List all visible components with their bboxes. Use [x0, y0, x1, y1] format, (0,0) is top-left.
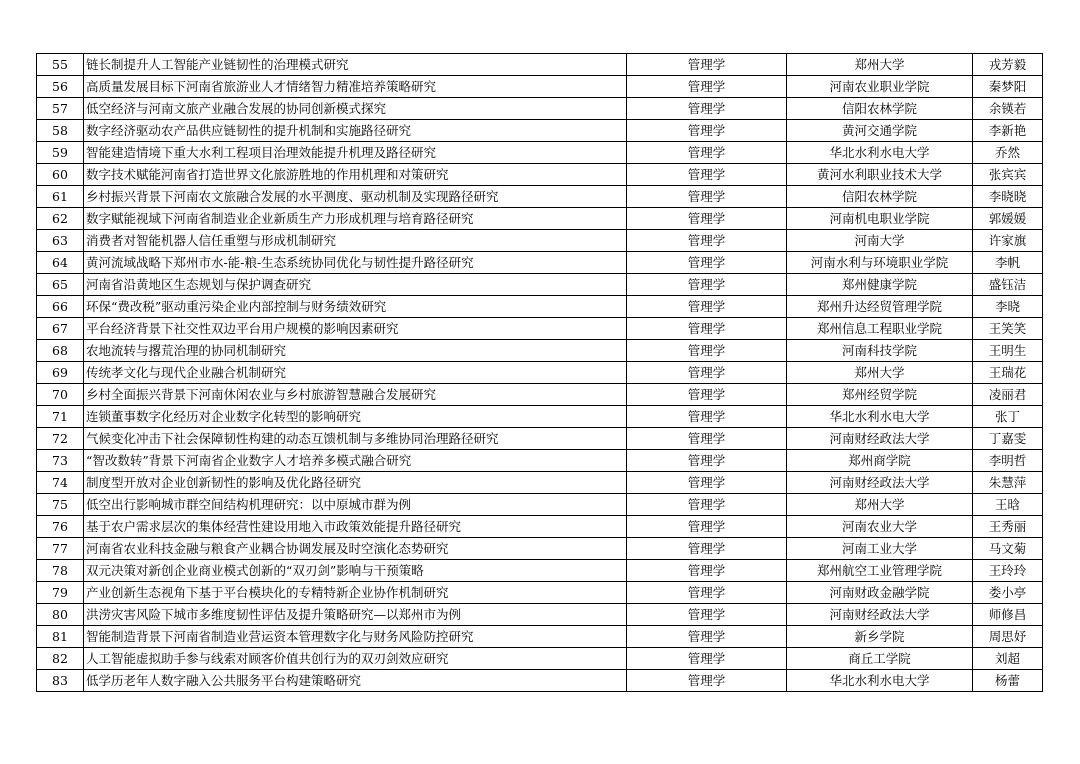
project-title-cell: 数字经济驱动农产品供应链韧性的提升机制和实施路径研究	[84, 120, 627, 142]
row-number-cell: 55	[37, 54, 84, 76]
institution-name-cell: 商丘工学院	[787, 648, 973, 670]
institution-name-cell: 河南大学	[787, 230, 973, 252]
project-title-cell: 人工智能虚拟助手参与线索对顾客价值共创行为的双刃剑效应研究	[84, 648, 627, 670]
principal-investigator-cell: 张宾宾	[973, 164, 1043, 186]
institution-name-cell: 华北水利水电大学	[787, 142, 973, 164]
row-number-cell: 83	[37, 670, 84, 692]
discipline-category-cell: 管理学	[627, 120, 787, 142]
discipline-category-cell: 管理学	[627, 582, 787, 604]
row-number-cell: 62	[37, 208, 84, 230]
discipline-category-cell: 管理学	[627, 472, 787, 494]
row-number-cell: 78	[37, 560, 84, 582]
project-title-cell: 平台经济背景下社交性双边平台用户规模的影响因素研究	[84, 318, 627, 340]
discipline-category-cell: 管理学	[627, 494, 787, 516]
discipline-category-cell: 管理学	[627, 186, 787, 208]
institution-name-cell: 郑州升达经贸管理学院	[787, 296, 973, 318]
principal-investigator-cell: 许家旗	[973, 230, 1043, 252]
row-number-cell: 64	[37, 252, 84, 274]
principal-investigator-cell: 王笑笑	[973, 318, 1043, 340]
table-row	[37, 252, 1043, 274]
institution-name-cell: 河南农业职业学院	[787, 76, 973, 98]
table-row	[37, 230, 1043, 252]
row-number-cell: 70	[37, 384, 84, 406]
principal-investigator-cell: 盛钰洁	[973, 274, 1043, 296]
discipline-category-cell: 管理学	[627, 340, 787, 362]
principal-investigator-cell: 余锳若	[973, 98, 1043, 120]
project-list-table	[36, 53, 1043, 692]
row-number-cell: 63	[37, 230, 84, 252]
principal-investigator-cell: 王瑞花	[973, 362, 1043, 384]
institution-name-cell: 郑州信息工程职业学院	[787, 318, 973, 340]
institution-name-cell: 河南财经政法大学	[787, 472, 973, 494]
project-title-cell: 低学历老年人数字融入公共服务平台构建策略研究	[84, 670, 627, 692]
discipline-category-cell: 管理学	[627, 538, 787, 560]
project-title-cell: 河南省农业科技金融与粮食产业耦合协调发展及时空演化态势研究	[84, 538, 627, 560]
institution-name-cell: 郑州经贸学院	[787, 384, 973, 406]
row-number-cell: 60	[37, 164, 84, 186]
row-number-cell: 66	[37, 296, 84, 318]
table-row	[37, 76, 1043, 98]
project-title-cell: 农地流转与撂荒治理的协同机制研究	[84, 340, 627, 362]
project-title-cell: 低空出行影响城市群空间结构机理研究：以中原城市群为例	[84, 494, 627, 516]
project-title-cell: 传统孝文化与现代企业融合机制研究	[84, 362, 627, 384]
principal-investigator-cell: 王明生	[973, 340, 1043, 362]
discipline-category-cell: 管理学	[627, 164, 787, 186]
institution-name-cell: 黄河水利职业技术大学	[787, 164, 973, 186]
discipline-category-cell: 管理学	[627, 428, 787, 450]
table-row	[37, 406, 1043, 428]
table-row	[37, 54, 1043, 76]
institution-name-cell: 河南农业大学	[787, 516, 973, 538]
row-number-cell: 79	[37, 582, 84, 604]
institution-name-cell: 郑州大学	[787, 494, 973, 516]
table-row	[37, 450, 1043, 472]
principal-investigator-cell: 朱慧萍	[973, 472, 1043, 494]
table-row	[37, 538, 1043, 560]
table-row	[37, 472, 1043, 494]
project-title-cell: 数字技术赋能河南省打造世界文化旅游胜地的作用机理和对策研究	[84, 164, 627, 186]
principal-investigator-cell: 张丁	[973, 406, 1043, 428]
table-row	[37, 208, 1043, 230]
table-row	[37, 120, 1043, 142]
discipline-category-cell: 管理学	[627, 384, 787, 406]
row-number-cell: 71	[37, 406, 84, 428]
project-title-cell: 数字赋能视域下河南省制造业企业新质生产力形成机理与培育路径研究	[84, 208, 627, 230]
institution-name-cell: 新乡学院	[787, 626, 973, 648]
table-row	[37, 142, 1043, 164]
table-row	[37, 626, 1043, 648]
institution-name-cell: 郑州健康学院	[787, 274, 973, 296]
project-title-cell: 智能建造情境下重大水利工程项目治理效能提升机理及路径研究	[84, 142, 627, 164]
institution-name-cell: 郑州航空工业管理学院	[787, 560, 973, 582]
principal-investigator-cell: 娄小亭	[973, 582, 1043, 604]
institution-name-cell: 华北水利水电大学	[787, 406, 973, 428]
table-row	[37, 516, 1043, 538]
project-title-cell: 乡村全面振兴背景下河南休闲农业与乡村旅游智慧融合发展研究	[84, 384, 627, 406]
principal-investigator-cell: 马文菊	[973, 538, 1043, 560]
project-title-cell: 环保“费改税”驱动重污染企业内部控制与财务绩效研究	[84, 296, 627, 318]
row-number-cell: 57	[37, 98, 84, 120]
project-title-cell: 洪涝灾害风险下城市多维度韧性评估及提升策略研究—以郑州市为例	[84, 604, 627, 626]
row-number-cell: 69	[37, 362, 84, 384]
project-title-cell: “智改数转”背景下河南省企业数字人才培养多模式融合研究	[84, 450, 627, 472]
table-row	[37, 186, 1043, 208]
principal-investigator-cell: 秦梦阳	[973, 76, 1043, 98]
project-title-cell: 双元决策对新创企业商业模式创新的“双刃剑”影响与干预策略	[84, 560, 627, 582]
discipline-category-cell: 管理学	[627, 560, 787, 582]
institution-name-cell: 郑州大学	[787, 54, 973, 76]
table-row	[37, 670, 1043, 692]
principal-investigator-cell: 周思妤	[973, 626, 1043, 648]
discipline-category-cell: 管理学	[627, 450, 787, 472]
table-row	[37, 340, 1043, 362]
principal-investigator-cell: 李晓	[973, 296, 1043, 318]
principal-investigator-cell: 杨蕾	[973, 670, 1043, 692]
discipline-category-cell: 管理学	[627, 604, 787, 626]
discipline-category-cell: 管理学	[627, 626, 787, 648]
row-number-cell: 80	[37, 604, 84, 626]
project-title-cell: 河南省沿黄地区生态规划与保护调查研究	[84, 274, 627, 296]
discipline-category-cell: 管理学	[627, 230, 787, 252]
principal-investigator-cell: 李明哲	[973, 450, 1043, 472]
row-number-cell: 59	[37, 142, 84, 164]
row-number-cell: 58	[37, 120, 84, 142]
row-number-cell: 74	[37, 472, 84, 494]
institution-name-cell: 河南机电职业学院	[787, 208, 973, 230]
row-number-cell: 68	[37, 340, 84, 362]
principal-investigator-cell: 师修昌	[973, 604, 1043, 626]
row-number-cell: 73	[37, 450, 84, 472]
project-title-cell: 气候变化冲击下社会保障韧性构建的动态互馈机制与多维协同治理路径研究	[84, 428, 627, 450]
institution-name-cell: 河南科技学院	[787, 340, 973, 362]
discipline-category-cell: 管理学	[627, 142, 787, 164]
discipline-category-cell: 管理学	[627, 54, 787, 76]
table-row	[37, 274, 1043, 296]
principal-investigator-cell: 王玲玲	[973, 560, 1043, 582]
table-body	[37, 54, 1043, 692]
table-row	[37, 384, 1043, 406]
institution-name-cell: 河南工业大学	[787, 538, 973, 560]
principal-investigator-cell: 王秀丽	[973, 516, 1043, 538]
discipline-category-cell: 管理学	[627, 76, 787, 98]
row-number-cell: 77	[37, 538, 84, 560]
project-title-cell: 乡村振兴背景下河南农文旅融合发展的水平测度、驱动机制及实现路径研究	[84, 186, 627, 208]
discipline-category-cell: 管理学	[627, 98, 787, 120]
table-row	[37, 98, 1043, 120]
principal-investigator-cell: 郭媛媛	[973, 208, 1043, 230]
institution-name-cell: 河南财经政法大学	[787, 428, 973, 450]
institution-name-cell: 信阳农林学院	[787, 98, 973, 120]
row-number-cell: 75	[37, 494, 84, 516]
row-number-cell: 65	[37, 274, 84, 296]
project-title-cell: 高质量发展目标下河南省旅游业人才情绪智力精准培养策略研究	[84, 76, 627, 98]
row-number-cell: 56	[37, 76, 84, 98]
project-title-cell: 连锁董事数字化经历对企业数字化转型的影响研究	[84, 406, 627, 428]
discipline-category-cell: 管理学	[627, 208, 787, 230]
table-row	[37, 494, 1043, 516]
table-row	[37, 428, 1043, 450]
principal-investigator-cell: 凌丽君	[973, 384, 1043, 406]
institution-name-cell: 河南财政金融学院	[787, 582, 973, 604]
project-title-cell: 低空经济与河南文旅产业融合发展的协同创新模式探究	[84, 98, 627, 120]
project-title-cell: 消费者对智能机器人信任重塑与形成机制研究	[84, 230, 627, 252]
principal-investigator-cell: 李晓晓	[973, 186, 1043, 208]
row-number-cell: 81	[37, 626, 84, 648]
discipline-category-cell: 管理学	[627, 648, 787, 670]
table-row	[37, 648, 1043, 670]
principal-investigator-cell: 戎芳毅	[973, 54, 1043, 76]
principal-investigator-cell: 刘超	[973, 648, 1043, 670]
discipline-category-cell: 管理学	[627, 296, 787, 318]
institution-name-cell: 郑州大学	[787, 362, 973, 384]
table-row	[37, 164, 1043, 186]
principal-investigator-cell: 李新艳	[973, 120, 1043, 142]
principal-investigator-cell: 乔然	[973, 142, 1043, 164]
project-title-cell: 智能制造背景下河南省制造业营运资本管理数字化与财务风险防控研究	[84, 626, 627, 648]
principal-investigator-cell: 李帆	[973, 252, 1043, 274]
table-row	[37, 604, 1043, 626]
institution-name-cell: 河南财经政法大学	[787, 604, 973, 626]
discipline-category-cell: 管理学	[627, 252, 787, 274]
principal-investigator-cell: 丁嘉雯	[973, 428, 1043, 450]
institution-name-cell: 郑州商学院	[787, 450, 973, 472]
row-number-cell: 61	[37, 186, 84, 208]
table-row	[37, 560, 1043, 582]
project-title-cell: 制度型开放对企业创新韧性的影响及优化路径研究	[84, 472, 627, 494]
institution-name-cell: 河南水利与环境职业学院	[787, 252, 973, 274]
table-row	[37, 582, 1043, 604]
institution-name-cell: 信阳农林学院	[787, 186, 973, 208]
discipline-category-cell: 管理学	[627, 318, 787, 340]
row-number-cell: 72	[37, 428, 84, 450]
project-title-cell: 产业创新生态视角下基于平台模块化的专精特新企业协作机制研究	[84, 582, 627, 604]
row-number-cell: 82	[37, 648, 84, 670]
discipline-category-cell: 管理学	[627, 516, 787, 538]
discipline-category-cell: 管理学	[627, 670, 787, 692]
project-title-cell: 基于农户需求层次的集体经营性建设用地入市政策效能提升路径研究	[84, 516, 627, 538]
project-title-cell: 黄河流域战略下郑州市水-能-粮-生态系统协同优化与韧性提升路径研究	[84, 252, 627, 274]
institution-name-cell: 华北水利水电大学	[787, 670, 973, 692]
project-title-cell: 链长制提升人工智能产业链韧性的治理模式研究	[84, 54, 627, 76]
row-number-cell: 76	[37, 516, 84, 538]
discipline-category-cell: 管理学	[627, 406, 787, 428]
table-row	[37, 362, 1043, 384]
discipline-category-cell: 管理学	[627, 362, 787, 384]
institution-name-cell: 黄河交通学院	[787, 120, 973, 142]
table-row	[37, 296, 1043, 318]
discipline-category-cell: 管理学	[627, 274, 787, 296]
row-number-cell: 67	[37, 318, 84, 340]
principal-investigator-cell: 王晗	[973, 494, 1043, 516]
table-row	[37, 318, 1043, 340]
